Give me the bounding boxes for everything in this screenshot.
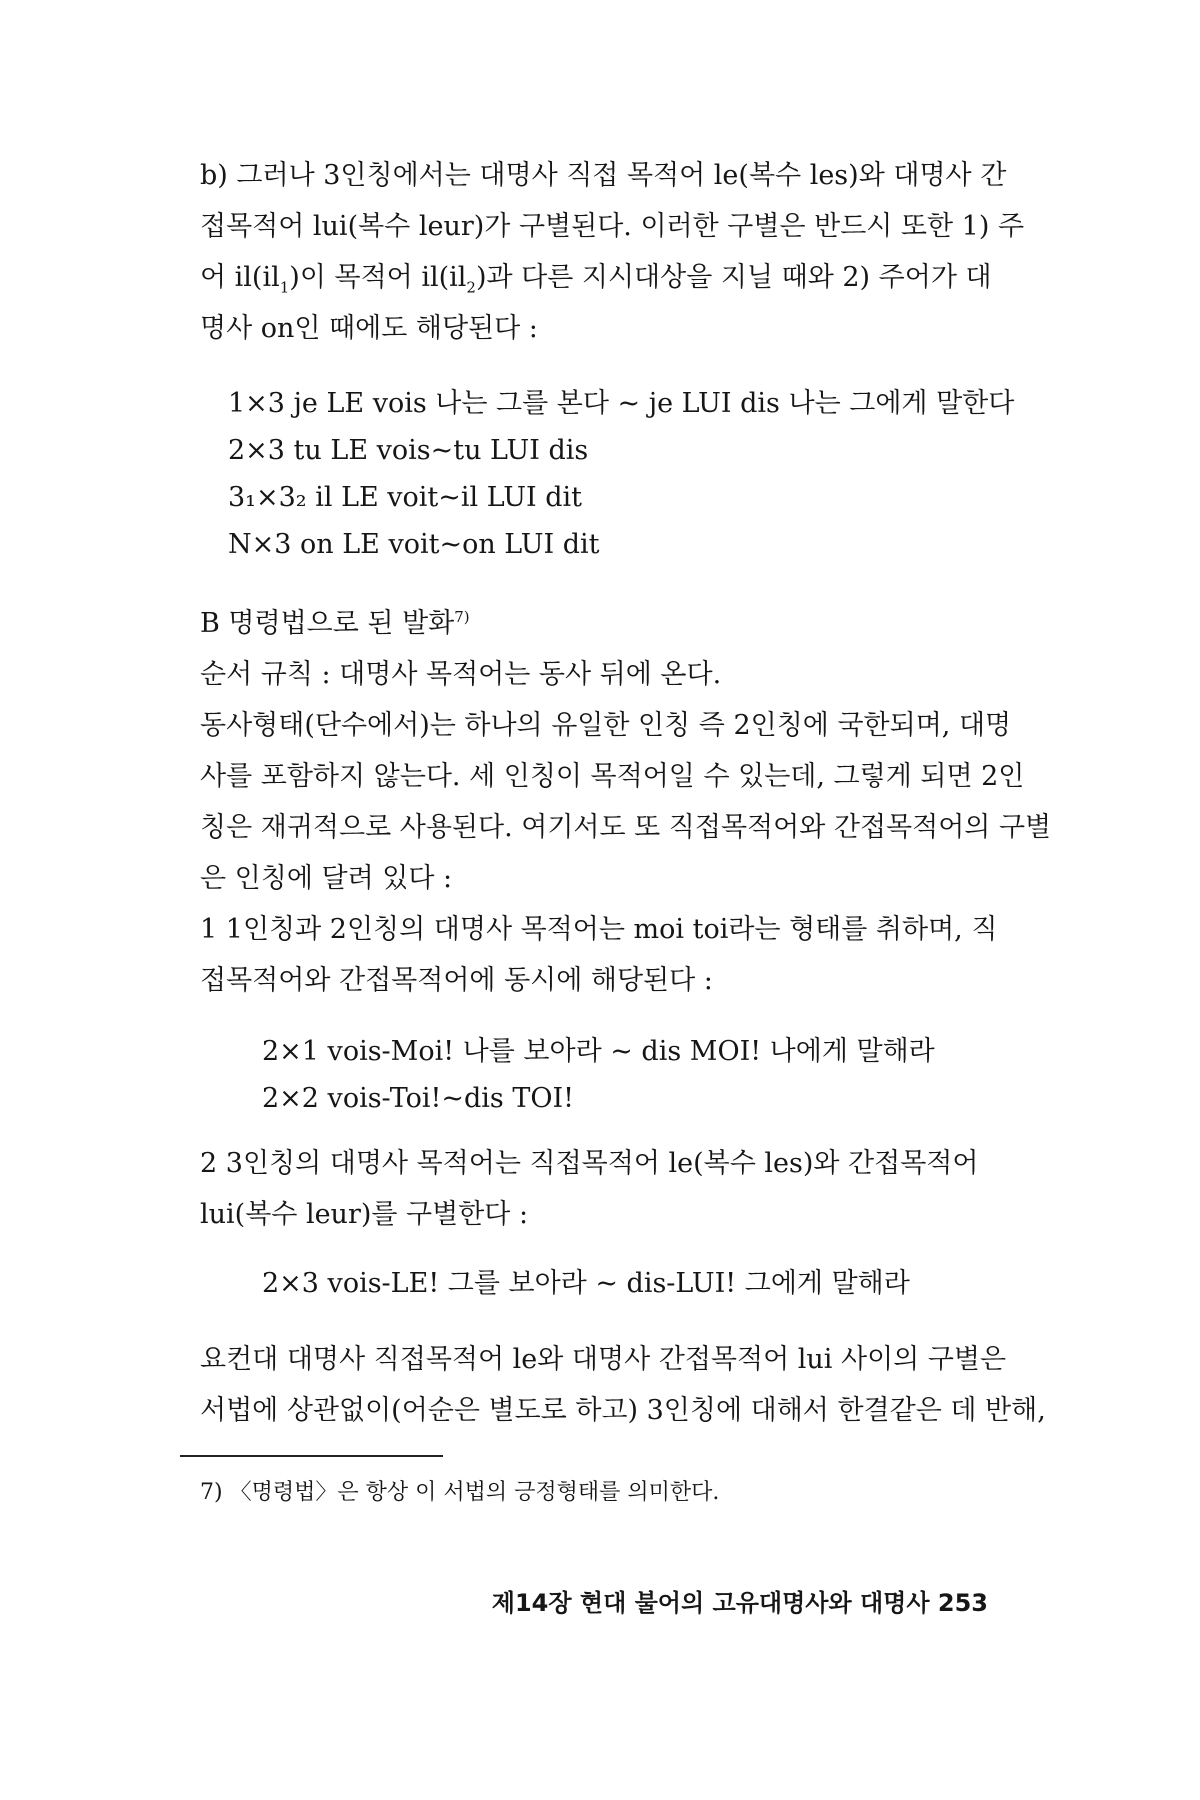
order-rule: 순서 규칙 : 대명사 목적어는 동사 뒤에 온다. [200, 659, 722, 690]
paragraph-third-person [200, 150, 1025, 354]
example-line: 2×2 vois-Toi!~dis TOI! [262, 1083, 575, 1114]
text-line: lui(복수 leur)를 구별한다 : [200, 1199, 529, 1230]
example-line: N×3 on LE voit~on LUI dit [228, 529, 600, 560]
text-line: 은 인칭에 달려 있다 : [200, 863, 453, 894]
example-line: 2×1 vois-Moi! 나를 보아라 ~ dis MOI! 나에게 말해라 [262, 1036, 935, 1067]
text-line: 접목적어 lui(복수 leur)가 구별된다. 이러한 구별은 반드시 또한 1) 주 [200, 211, 1025, 242]
running-footer: 제14장 현대 불어의 고유대명사와 대명사 253 [491, 1589, 988, 1617]
example-line: 1×3 je LE vois 나는 그를 본다 ~ je LUI dis 나는 그에게 말한다 [228, 388, 1015, 419]
example-line: 2×3 tu LE vois~tu LUI dis [228, 435, 589, 466]
text-line [200, 598, 1020, 649]
section-title: B 명령법으로 된 발화 [200, 608, 455, 639]
text-segment: 어 il(il [200, 262, 280, 293]
paragraph-verb-form [200, 700, 1052, 904]
example-list-indicative [228, 380, 1014, 568]
subscript: 2 [466, 278, 476, 297]
text-line: 접목적어와 간접목적어에 동시에 해당된다 : [200, 965, 713, 996]
text-segment: )이 목적어 il(il [289, 262, 467, 293]
example-list-first-second [262, 1028, 935, 1122]
text-line: 명사 on인 때에도 해당된다 : [200, 313, 538, 344]
text-line: 1 1인칭과 2인칭의 대명사 목적어는 moi toi라는 형태를 취하며, 직 [200, 914, 998, 945]
list-item-1 [200, 904, 1020, 1006]
footnote-marker: 7) [454, 608, 470, 626]
list-item-2 [200, 1138, 1020, 1240]
text-line [200, 252, 1020, 303]
text-segment: )과 다른 지시대상을 지닐 때와 2) 주어가 대 [475, 262, 992, 293]
example-line: 3₁×3₂ il LE voit~il LUI dit [228, 482, 582, 513]
text-line: 사를 포함하지 않는다. 세 인칭이 목적어일 수 있는데, 그렇게 되면 2인 [200, 761, 1025, 792]
example-list-third [262, 1260, 910, 1307]
text-line: 2 3인칭의 대명사 목적어는 직접목적어 le(복수 les)와 간접목적어 [200, 1148, 979, 1179]
text-line: b) 그러나 3인칭에서는 대명사 직접 목적어 le(복수 les)와 대명사 간 [200, 160, 1007, 191]
section-b-heading [200, 598, 1020, 700]
footnote-7: 7) 〈명령법〉은 항상 이 서법의 긍정형태를 의미한다. [200, 1480, 720, 1505]
text-line: 칭은 재귀적으로 사용된다. 여기서도 또 직접목적어와 간접목적어의 구별 [200, 812, 1052, 843]
footnote-divider [180, 1455, 443, 1457]
subscript: 1 [279, 278, 290, 297]
example-line: 2×3 vois-LE! 그를 보아라 ~ dis-LUI! 그에게 말해라 [262, 1268, 910, 1299]
text-line: 동사형태(단수에서)는 하나의 유일한 인칭 즉 2인칭에 국한되며, 대명 [200, 710, 1012, 741]
paragraph-summary [200, 1334, 1046, 1436]
text-line: 요컨대 대명사 직접목적어 le와 대명사 간접목적어 lui 사이의 구별은 [200, 1344, 1007, 1375]
text-line: 서법에 상관없이(어순은 별도로 하고) 3인칭에 대해서 한결같은 데 반해, [200, 1395, 1046, 1426]
